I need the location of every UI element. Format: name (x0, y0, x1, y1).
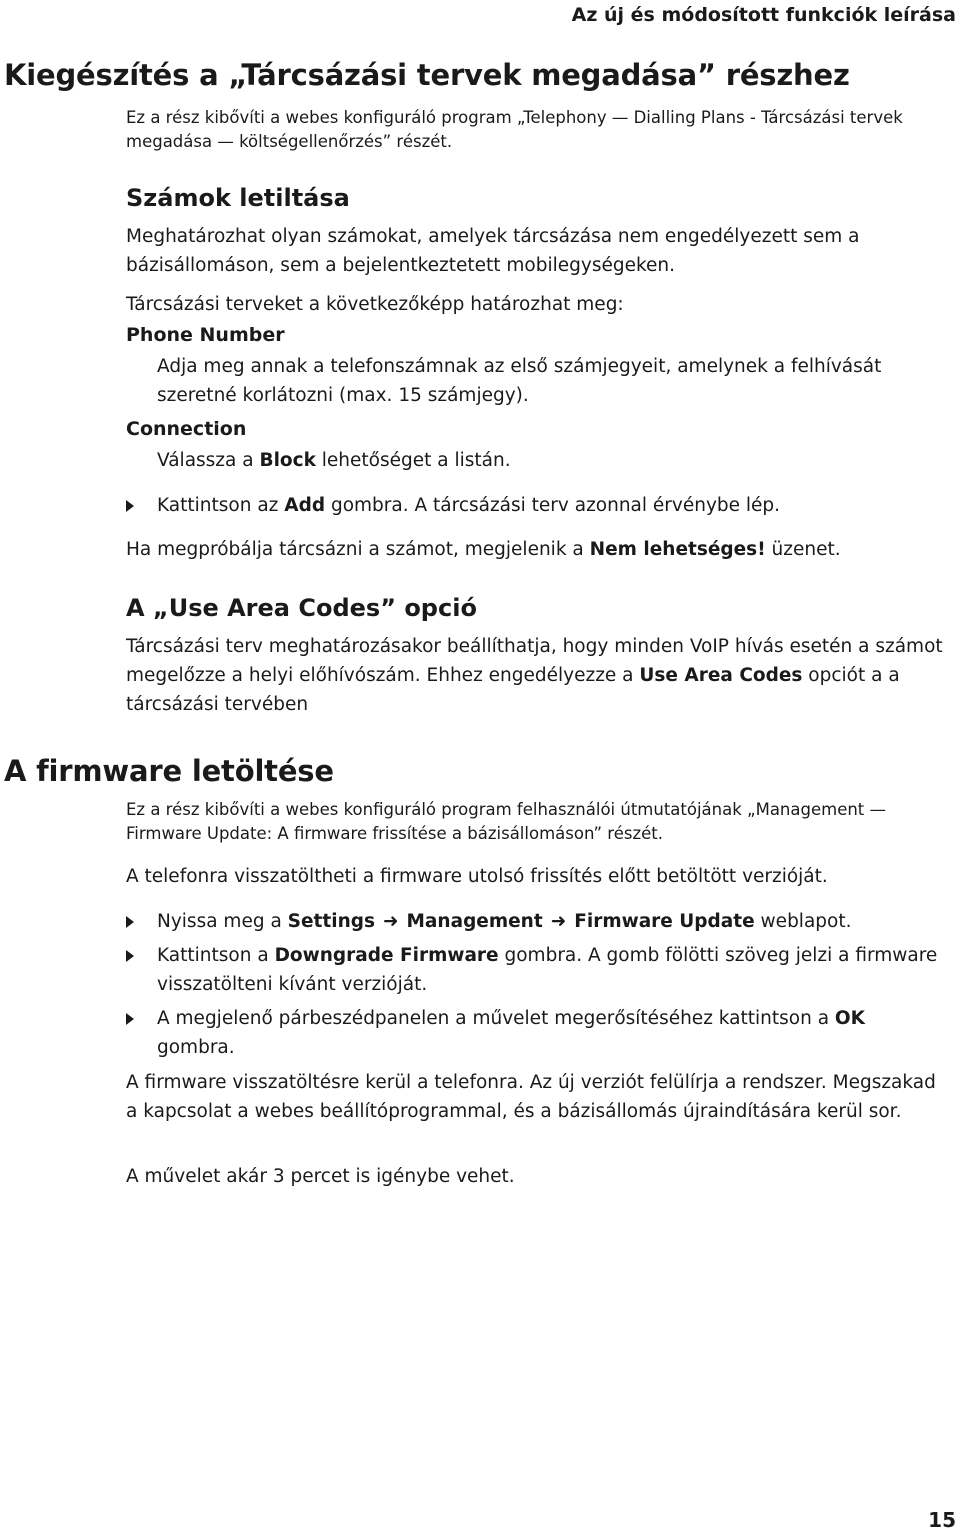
page-number: 15 (928, 1508, 956, 1532)
menu-settings: Settings (287, 911, 375, 932)
downgrade-button-ref: Downgrade Firmware (274, 945, 499, 966)
step-open-firmware-page (126, 907, 946, 936)
step-click-add (126, 491, 946, 520)
text-run: gombra. (157, 1037, 235, 1058)
connection-description (157, 446, 947, 475)
intro-line: Firmware Update: A firmware frissítése a bázisállomáson” részét. (126, 824, 663, 843)
step-text (157, 907, 946, 936)
menu-arrow-icon: ➜ (383, 911, 399, 932)
running-header: Az új és módosított funkciók leírása (571, 4, 956, 26)
connection-label: Connection (126, 418, 247, 440)
firmware-restore-result: A firmware visszatöltésre kerül a telefonra. Az új verziót felülírja a rendszer. Megszakad a kapcsolat a webes beállítóprogrammal, és a bázisállomás újraindítására kerül sor. (126, 1072, 936, 1122)
phone-number-description: Adja meg annak a telefonszámnak az első számjegyeit, amelynek a felhívását szeretné korlátozni (max. 15 számjegy). (157, 356, 882, 406)
step-arrow-icon (126, 1013, 134, 1025)
add-button-ref: Add (284, 495, 326, 516)
text-run: Kattintson a (157, 945, 275, 966)
text-run: A megjelenő párbeszédpanelen a művelet megerősítéséhez kattintson a (157, 1008, 835, 1029)
section-title-dialling-plans: Kiegészítés a „Tárcsázási tervek megadása” részhez (4, 58, 850, 92)
intro-line: Ez a rész kibővíti a webes konfiguráló program felhasználói útmutatójának „Management — (126, 800, 887, 819)
step-arrow-icon (126, 950, 134, 962)
step-confirm-ok (126, 1004, 946, 1062)
text-run: Tárcsázási terv meghatározásakor beállíthatja, hogy minden VoIP hívás esetén a számot megelőzze a helyi előhívószám. Ehhez engedélyezze a (126, 636, 943, 686)
text-run: weblapot. (754, 911, 852, 932)
subsection-title-area-codes: A „Use Area Codes” opció (126, 594, 477, 622)
error-message-ref: Nem lehetséges! (589, 539, 766, 560)
step-text (157, 1004, 946, 1062)
menu-firmware-update: Firmware Update (574, 911, 755, 932)
text-run: Válassza a (157, 450, 260, 471)
section-title-firmware: A firmware letöltése (4, 754, 334, 788)
define-plans-line: Tárcsázási terveket a következőképp határozhat meg: (126, 294, 624, 315)
text-run: üzenet. (765, 539, 841, 560)
subsection-title-block-numbers: Számok letiltása (126, 184, 350, 212)
block-result-line (126, 535, 946, 564)
phone-number-label: Phone Number (126, 324, 285, 346)
use-area-codes-ref: Use Area Codes (639, 665, 803, 686)
text-run: Ha megpróbálja tárcsázni a számot, megjelenik a (126, 539, 590, 560)
firmware-duration-note: A művelet akár 3 percet is igénybe vehet. (126, 1166, 515, 1187)
intro-line: megadása — költségellenőrzés” részét. (126, 132, 453, 151)
block-numbers-description: Meghatározhat olyan számokat, amelyek tárcsázása nem engedélyezett sem a bázisállomáson, sem a bejelentkeztetett mobilegységeken. (126, 226, 860, 276)
area-codes-description (126, 632, 946, 719)
text-run: Nyissa meg a (157, 911, 288, 932)
step-arrow-icon (126, 500, 134, 512)
step-text (157, 941, 946, 999)
text-run: opciót a a tárcsázási tervében (126, 665, 900, 715)
section-intro-dialling-plans (126, 106, 946, 154)
section-intro-firmware (126, 798, 946, 846)
step-arrow-icon (126, 916, 134, 928)
text-run: gombra. A gomb fölötti szöveg jelzi a firmware visszatölteni kívánt verzióját. (157, 945, 938, 995)
text-run: gombra. A tárcsázási terv azonnal érvénybe lép. (325, 495, 781, 516)
step-text (157, 491, 946, 520)
option-block: Block (259, 450, 316, 471)
intro-line: Ez a rész kibővíti a webes konfiguráló program „Telephony — Dialling Plans - Tárcsázási tervek (126, 108, 903, 127)
menu-management: Management (406, 911, 543, 932)
step-downgrade-firmware (126, 941, 946, 999)
menu-arrow-icon: ➜ (550, 911, 567, 932)
text-run: lehetőséget a listán. (315, 450, 511, 471)
text-run: Kattintson az (157, 495, 285, 516)
firmware-restore-intro: A telefonra visszatöltheti a firmware utolsó frissítés előtt betöltött verzióját. (126, 866, 828, 887)
ok-button-ref: OK (834, 1008, 865, 1029)
